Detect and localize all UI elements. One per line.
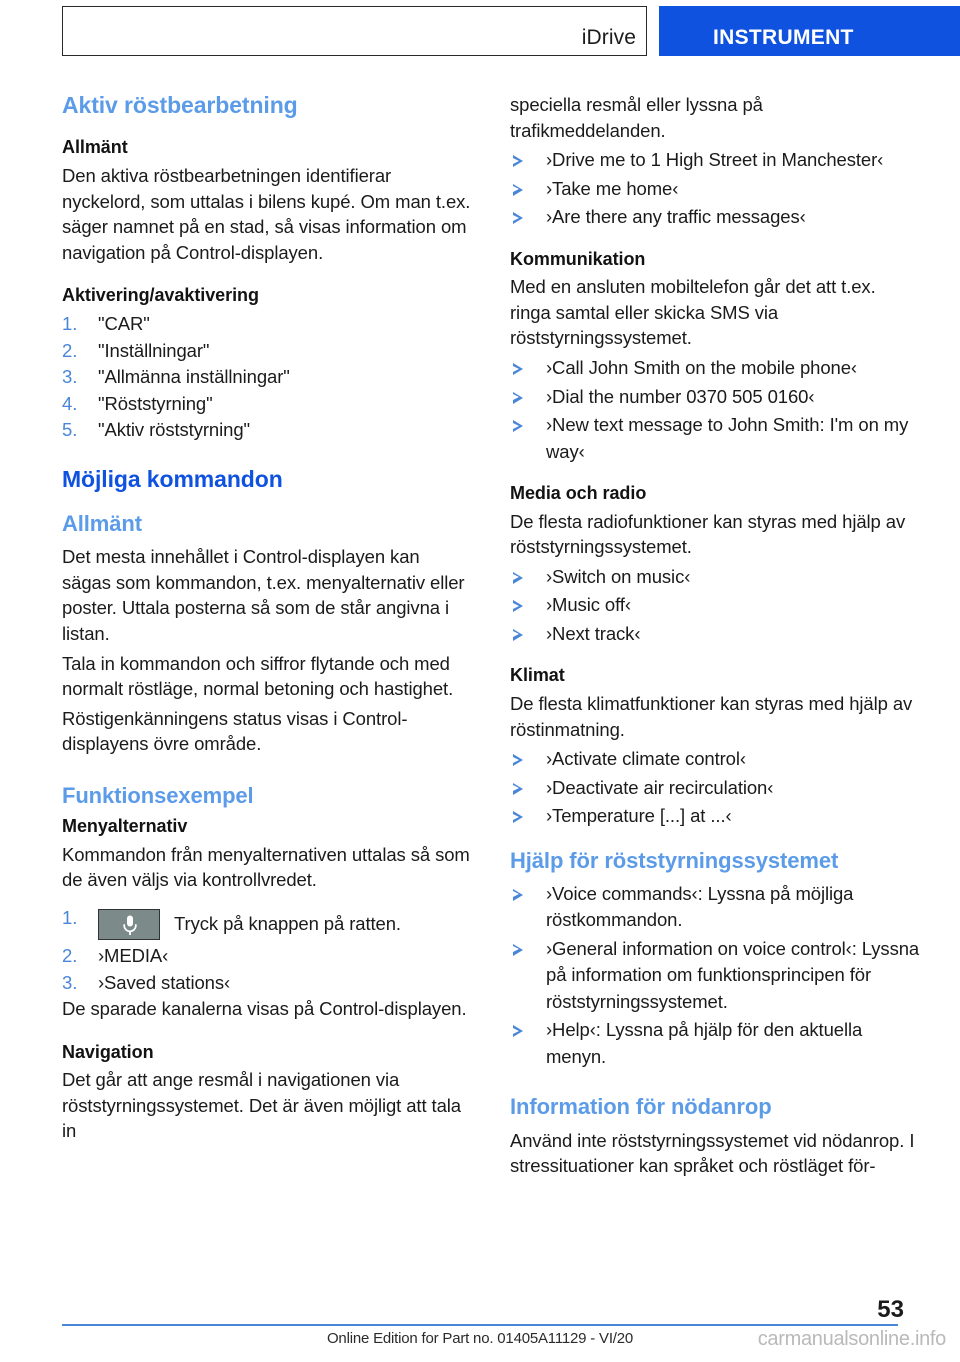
spacer (510, 233, 921, 249)
list-item (510, 881, 921, 934)
list-text: "Röststyrning" (98, 392, 213, 414)
page-footer (0, 1290, 960, 1362)
list-text: ›MEDIA‹ (98, 945, 169, 967)
list-item (510, 592, 921, 619)
list-media-commands (510, 564, 921, 648)
list-text: ›Saved stations‹ (98, 971, 231, 993)
list-hjalp-commands (510, 881, 921, 1071)
paragraph-media: De flesta radiofunktioner kan styras med hjälp av röststyrningssystemet. (510, 510, 906, 558)
list-text: "Allmänna inställningar" (98, 366, 290, 387)
list-text: ›Next track‹ (546, 622, 641, 644)
paragraph-navigation-continuation: speciella resmål eller lyssna på trafikmeddelanden. (510, 94, 763, 141)
list-item (510, 746, 921, 773)
paragraph-mojliga-2: Tala in kommandon och siffror flytande och med normalt röstläge, normal betoning och hastighet. (62, 652, 454, 700)
spacer (62, 761, 473, 783)
triangle-bullet-icon (513, 420, 523, 432)
list-number: 2. (62, 945, 78, 967)
list-number: 1. (62, 313, 78, 334)
page-header (0, 0, 960, 62)
list-number: 5. (62, 419, 78, 440)
watermark-text: carmanualsonline.info (757, 1328, 946, 1350)
list-text: "CAR" (98, 313, 150, 334)
list-text: ›Call John Smith on the mobile phone‹ (546, 357, 857, 379)
triangle-bullet-icon (513, 363, 523, 375)
spacer (62, 897, 473, 905)
list-item (62, 338, 473, 365)
spacer (62, 444, 473, 466)
triangle-bullet-icon (513, 944, 523, 956)
triangle-bullet-icon (513, 155, 523, 167)
microphone-icon[interactable] (98, 909, 160, 940)
paragraph-sparade-kanaler: De sparade kanalerna visas på Control-displayen. (62, 998, 467, 1020)
list-item (510, 775, 921, 802)
list-item (510, 384, 921, 411)
heading-kommunikation: Kommunikation (510, 248, 646, 269)
list-item (62, 943, 473, 970)
list-item (62, 391, 473, 418)
list-item (510, 176, 921, 203)
list-klimat-commands (510, 746, 921, 830)
heading-navigation: Navigation (62, 1041, 154, 1062)
list-text: ›General information on voice control‹: Lyssna på information om funktionsprincipen för röststyrningssystemet. (546, 937, 920, 1012)
triangle-bullet-icon (513, 392, 523, 404)
spacer (510, 649, 921, 665)
list-meny-steps (62, 905, 473, 996)
heading-information-nodanrop: Information för nödanrop (510, 1094, 772, 1120)
list-item (510, 1017, 921, 1070)
list-item (62, 311, 473, 338)
triangle-bullet-icon (513, 212, 523, 224)
list-number: 1. (62, 907, 78, 929)
list-text: ›New text message to John Smith: I'm on my way‹ (546, 414, 909, 462)
list-text: "Aktiv röststyrning" (98, 419, 250, 440)
list-item (510, 936, 921, 1016)
left-column (62, 92, 473, 1148)
list-item (510, 412, 921, 465)
spacer (510, 832, 921, 848)
list-text: ›Help‹: Lyssna på hjälp för den aktuella menyn. (546, 1019, 863, 1067)
list-number: 2. (62, 339, 78, 361)
list-item (62, 905, 473, 943)
list-text: ›Take me home‹ (546, 177, 679, 199)
list-item (62, 417, 473, 444)
paragraph-klimat: De flesta klimatfunktioner kan styras med hjälp av röstinmatning. (510, 692, 913, 740)
list-text: ›Temperature [...] at ...‹ (546, 805, 732, 827)
list-kommunikation-commands (510, 355, 921, 465)
list-text: Tryck på knappen på ratten. (174, 913, 401, 935)
page-number: 53 (877, 1296, 904, 1323)
list-item (510, 621, 921, 648)
list-nav-commands (510, 147, 921, 231)
footer-divider (62, 1324, 898, 1326)
heading-menyalternativ: Menyalternativ (62, 816, 188, 837)
list-item (62, 970, 473, 997)
heading-mojliga-kommandon: Möjliga kommandon (62, 465, 283, 492)
paragraph-mojliga-3: Röstigenkänningens status visas i Control-displayens övre område. (62, 707, 408, 755)
list-text: ›Music off‹ (546, 594, 631, 616)
list-text: ›Voice commands‹: Lyssna på möjliga röstkommandon. (546, 882, 854, 931)
list-text: ›Switch on music‹ (546, 565, 691, 587)
list-item (510, 803, 921, 830)
header-idrive-label: iDrive (581, 26, 636, 49)
header-instrument-tab[interactable] (659, 6, 960, 56)
triangle-bullet-icon (513, 572, 523, 584)
list-text: "Inställningar" (98, 339, 210, 361)
paragraph-allmant-1: Den aktiva röstbearbetningen identifierar nyckelord, som uttalas i bilens kupé. Om man t.ex. säger namnet på en stad, så visas information om navigation på Control-displayen. (62, 165, 471, 263)
paragraph-kommunikation: Med en ansluten mobiltelefon går det att t.ex. ringa samtal eller skicka SMS via röststyrningssystemet. (510, 276, 876, 349)
triangle-bullet-icon (513, 184, 523, 196)
list-number: 4. (62, 392, 78, 414)
paragraph-mojliga-1: Det mesta innehållet i Control-displayen kan sägas som kommandon, t.ex. menyalternativ eller poster. Uttala posterna så som de står angivna i listan. (62, 546, 465, 645)
triangle-bullet-icon (513, 783, 523, 795)
spacer (510, 1072, 921, 1094)
spacer (510, 467, 921, 483)
list-item (510, 355, 921, 382)
heading-aktiv-rostbearbetning: Aktiv röstbearbetning (62, 92, 298, 118)
list-item (510, 564, 921, 591)
spacer (62, 269, 473, 285)
heading-klimat: Klimat (510, 665, 565, 686)
list-item (510, 147, 921, 174)
list-text: ›Deactivate air recirculation‹ (546, 776, 774, 798)
heading-allmant-1: Allmänt (62, 137, 128, 158)
right-column (510, 92, 921, 1183)
triangle-bullet-icon (513, 889, 523, 901)
header-idrive-box (62, 6, 647, 56)
triangle-bullet-icon (513, 754, 523, 766)
paragraph-menyalternativ: Kommandon från menyalternativen uttalas så som de även väljs via kontrollvredet. (62, 843, 470, 891)
list-text: ›Are there any traffic messages‹ (546, 206, 806, 228)
spacer (62, 1026, 473, 1042)
heading-allmant-2: Allmänt (62, 510, 142, 536)
heading-media-och-radio: Media och radio (510, 483, 647, 504)
list-aktivering-steps (62, 311, 473, 444)
triangle-bullet-icon (513, 811, 523, 823)
footer-edition-text: Online Edition for Part no. 01405A11129 - VI/20 (326, 1330, 634, 1347)
list-number: 3. (62, 971, 78, 993)
list-text: ›Activate climate control‹ (546, 748, 746, 770)
header-instrument-label: INSTRUMENT (713, 26, 854, 49)
heading-aktivering-avaktivering: Aktivering/avaktivering (62, 285, 259, 306)
list-item (510, 204, 921, 231)
list-text: ›Dial the number 0370 505 0160‹ (546, 385, 815, 407)
list-item (62, 364, 473, 391)
list-number: 3. (62, 366, 78, 387)
triangle-bullet-icon (513, 600, 523, 612)
heading-hjalp-roststyrning: Hjälp för röststyrningssystemet (510, 847, 839, 873)
paragraph-nodanrop: Använd inte röststyrningssystemet vid nödanrop. I stressituationer kan språket och röstläget för- (510, 1129, 915, 1177)
list-text: ›Drive me to 1 High Street in Manchester‹ (546, 149, 884, 171)
heading-funktionsexempel: Funktionsexempel (62, 782, 254, 808)
triangle-bullet-icon (513, 629, 523, 641)
triangle-bullet-icon (513, 1025, 523, 1037)
paragraph-navigation: Det går att ange resmål i navigationen via röststyrningssystemet. Det är även möjligt att tala in (62, 1069, 461, 1142)
